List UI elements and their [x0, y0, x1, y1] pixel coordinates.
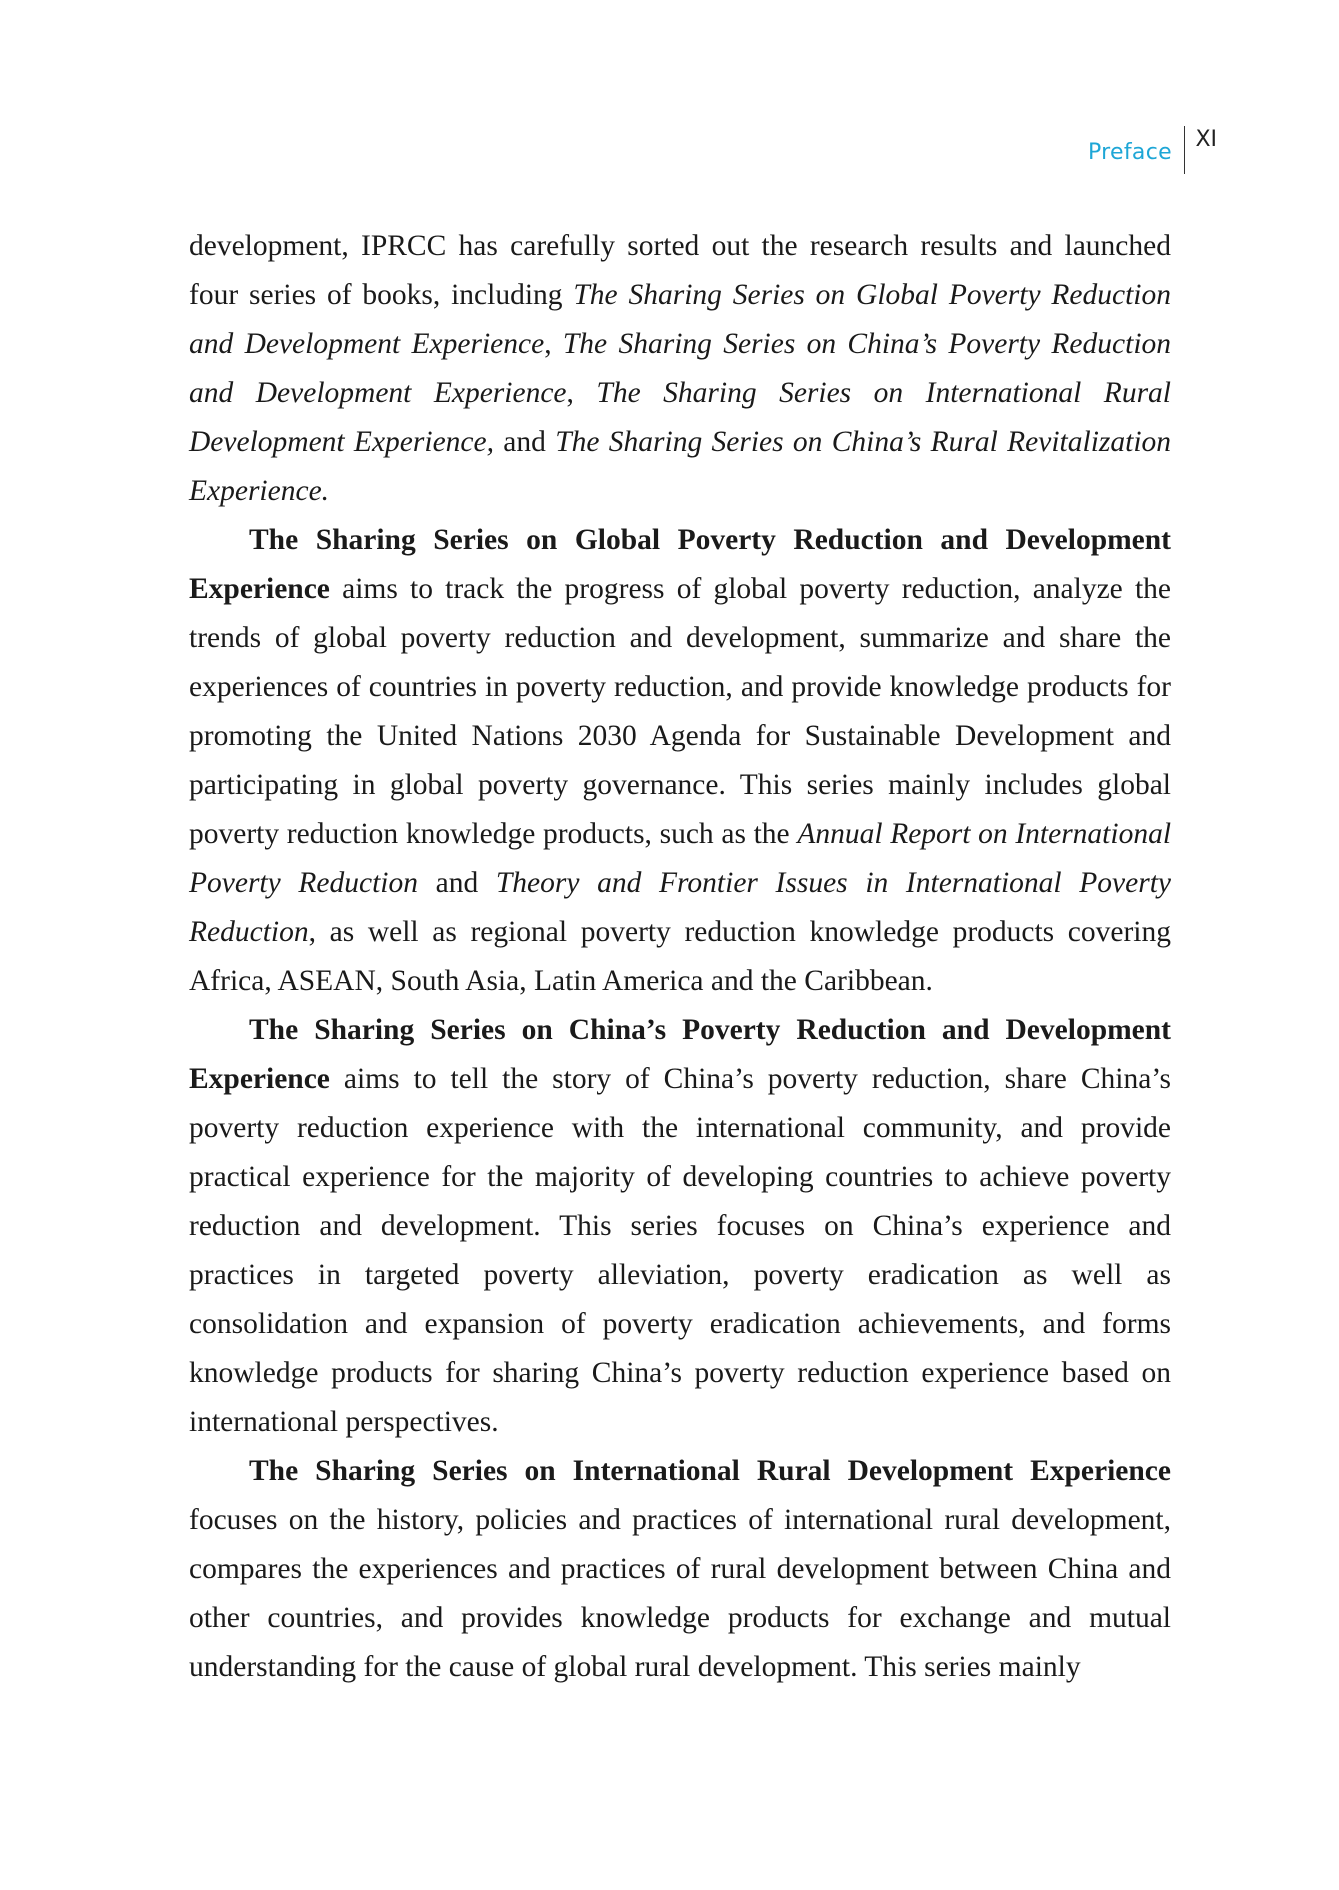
page-header — [1088, 126, 1217, 176]
series-title-italic: The Sharing Series on Global Poverty Reduction and Development Experience — [189, 279, 1171, 360]
book-title-italic: Annual Report on International Poverty Reduction — [189, 818, 1172, 899]
series-title-bold: The Sharing Series on International Rural Development Experience — [249, 1455, 1171, 1487]
paragraph-3 — [189, 1006, 1171, 1447]
paragraph-2 — [189, 516, 1171, 1006]
book-title-italic: Theory and Frontier Issues in International Poverty Reduction — [189, 867, 1171, 948]
body-text — [189, 222, 1171, 1692]
series-title-bold: The Sharing Series on China’s Poverty Reduction and Development Experience — [189, 1014, 1171, 1095]
page-number: XI — [1195, 127, 1217, 152]
paragraph-text: , as well as regional poverty reduction knowledge products covering Africa, ASEAN, South Asia, Latin America and the Caribbean. — [189, 916, 1171, 997]
series-title-italic: The Sharing Series on China’s Poverty Reduction and Development Experience — [189, 328, 1172, 409]
paragraph-4 — [189, 1447, 1171, 1692]
series-title-italic: The Sharing Series on International Rural Development Experience, — [189, 377, 1172, 458]
header-divider — [1184, 126, 1186, 174]
paragraph-text: and — [417, 867, 496, 899]
series-title-bold: The Sharing Series on Global Poverty Reduction and Development Experience — [189, 524, 1171, 605]
paragraph-text: focuses on the history, policies and practices of international rural development, compares the experiences and practices of rural development between China and other countries, and provides knowledge products for exchange and mutual understanding for the cause of global rural development. This series mainly — [189, 1504, 1171, 1683]
paragraph-text: and — [493, 426, 556, 458]
paragraph-text: aims to tell the story of China’s poverty reduction, share China’s poverty reduction experience with the international community, and provide practical experience for the majority of developing countries to achieve poverty reduction and development. This series focuses on China’s experience and practices in targeted poverty alleviation, poverty eradication as well as consolidation and expansion of poverty eradication achievements, and forms knowledge products for sharing China’s poverty reduction experience based on international perspectives. — [189, 1063, 1171, 1438]
paragraph-text: development, IPRCC has carefully sorted out the research results and launched four series of books, including — [189, 230, 1171, 311]
series-title-italic: The Sharing Series on China’s Rural Revitalization Experience. — [189, 426, 1172, 507]
paragraph-1 — [189, 222, 1171, 516]
paragraph-text: , — [566, 377, 597, 409]
paragraph-text: , — [544, 328, 563, 360]
paragraph-text: aims to track the progress of global poverty reduction, analyze the trends of global poverty reduction and development, summarize and share the experiences of countries in poverty reduction, and provide knowledge products for promoting the United Nations 2030 Agenda for Sustainable Development and participating in global poverty governance. This series mainly includes global poverty reduction knowledge products, such as the — [189, 573, 1171, 850]
running-header-section: Preface — [1088, 140, 1172, 165]
